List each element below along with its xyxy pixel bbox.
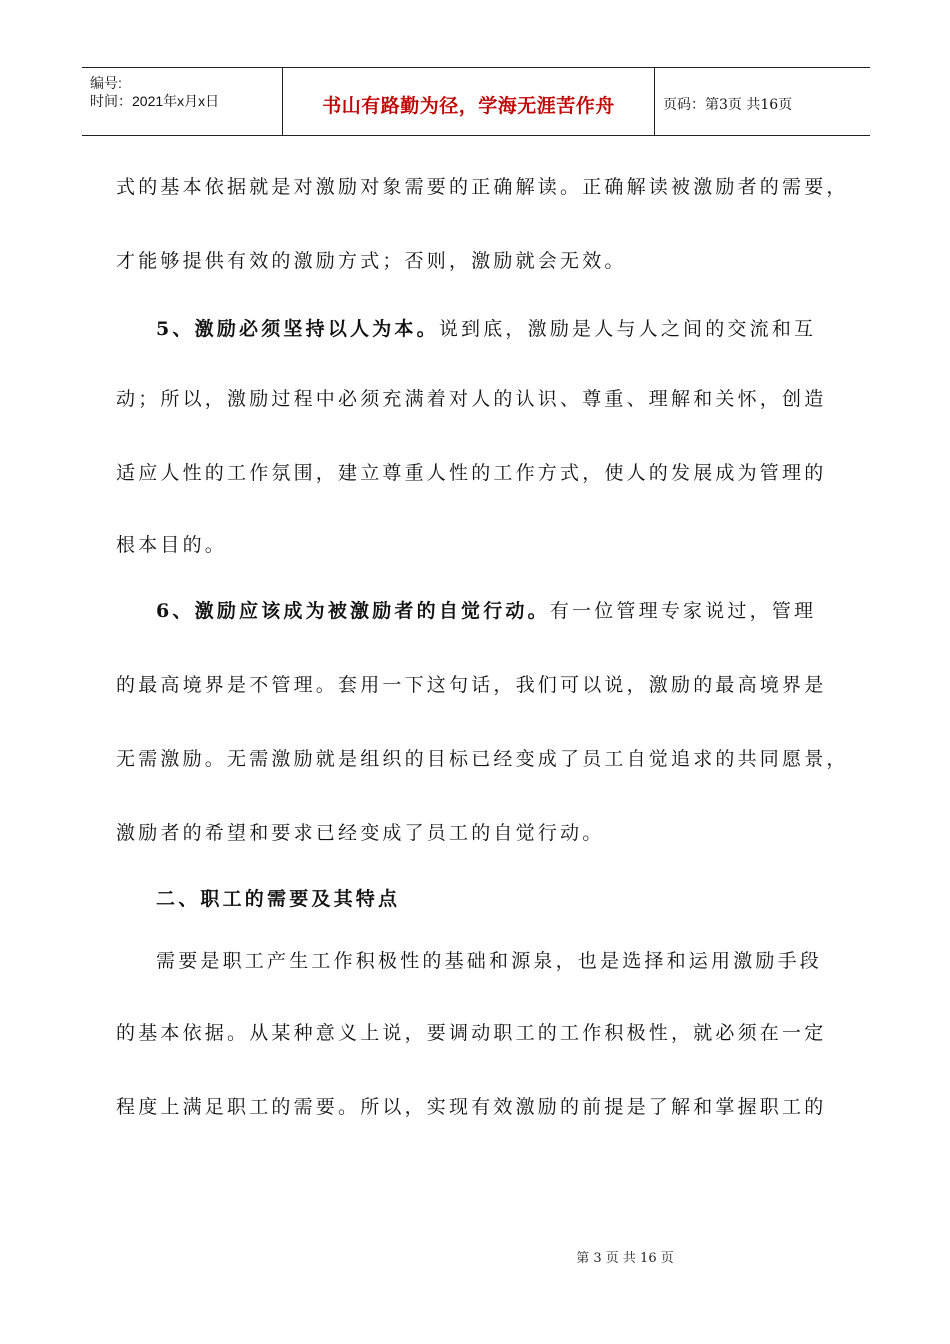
paragraph-6 bbox=[156, 596, 816, 623]
paragraph-5 bbox=[156, 314, 816, 341]
body-line: 动；所以，激励过程中必须充满着对人的认识、尊重、理解和关怀，创造 bbox=[116, 388, 827, 410]
date-label: 时间：2021年x月x日 bbox=[90, 93, 220, 109]
header-meta bbox=[82, 68, 282, 135]
paragraph-6-heading: 6、激励应该成为被激励者的自觉行动。 bbox=[156, 600, 550, 622]
body-line: 根本目的。 bbox=[116, 534, 228, 556]
paragraph-6-text: 有一位管理专家说过，管理 bbox=[549, 600, 817, 622]
section-heading: 二、职工的需要及其特点 bbox=[156, 888, 401, 910]
page-footer: 第 3 页 共 16 页 bbox=[576, 1251, 674, 1266]
paragraph-5-text: 说到底，激励是人与人之间的交流和互 bbox=[438, 318, 817, 340]
number-label: 编号: bbox=[90, 75, 122, 91]
body-line: 激励者的希望和要求已经变成了员工的自觉行动。 bbox=[116, 822, 605, 844]
body-line: 需要是职工产生工作积极性的基础和源泉，也是选择和运用激励手段 bbox=[156, 950, 823, 972]
paragraph-5-heading: 5、激励必须坚持以人为本。 bbox=[156, 318, 439, 340]
body-line: 无需激励。无需激励就是组织的目标已经变成了员工自觉追求的共同愿景， bbox=[116, 748, 849, 770]
body-line: 才能够提供有效的激励方式；否则，激励就会无效。 bbox=[116, 250, 627, 272]
body-line: 程度上满足职工的需要。所以，实现有效激励的前提是了解和掌握职工的 bbox=[116, 1096, 827, 1118]
body-line: 的基本依据。从某种意义上说，要调动职工的工作积极性，就必须在一定 bbox=[116, 1022, 827, 1044]
body-line: 式的基本依据就是对激励对象需要的正确解读。正确解读被激励者的需要， bbox=[116, 176, 849, 198]
document-header bbox=[82, 67, 870, 136]
header-page-info: 页码：第3页 共16页 bbox=[663, 96, 793, 113]
body-line: 的最高境界是不管理。套用一下这句话，我们可以说，激励的最高境界是 bbox=[116, 674, 827, 696]
body-line: 适应人性的工作氛围，建立尊重人性的工作方式，使人的发展成为管理的 bbox=[116, 462, 827, 484]
header-motto: 书山有路勤为径，学海无涯苦作舟 bbox=[282, 68, 655, 135]
